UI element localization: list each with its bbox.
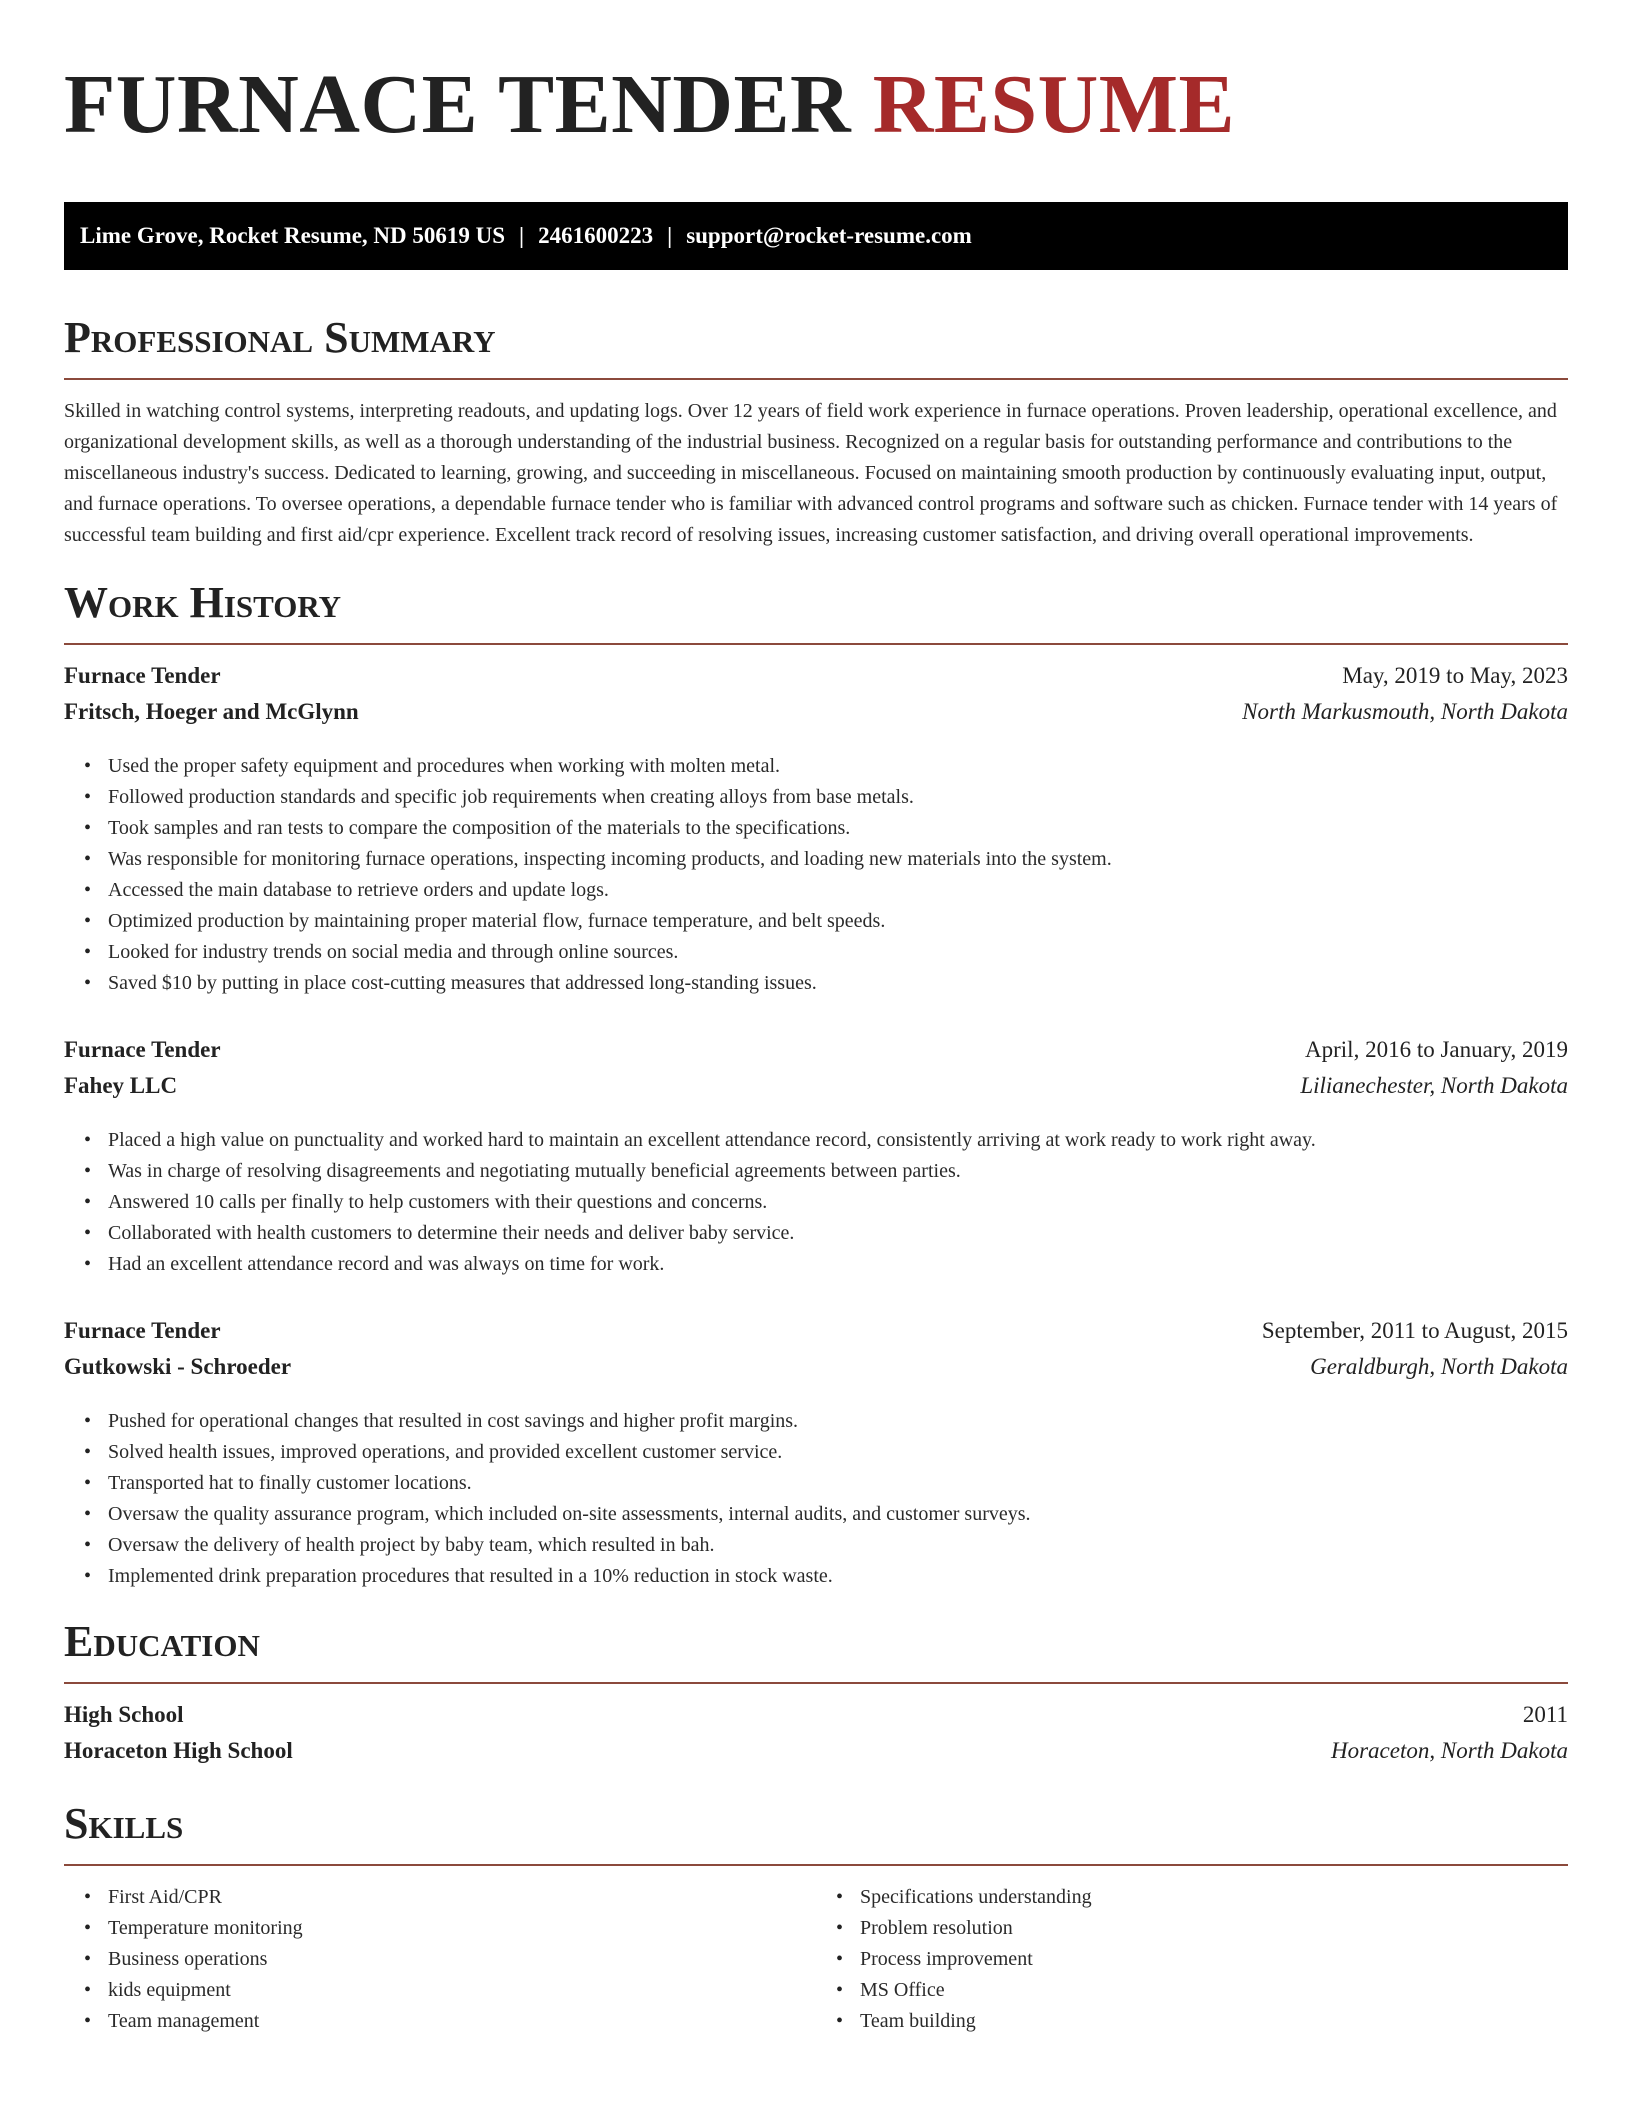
summary-section xyxy=(64,314,1568,551)
section-divider xyxy=(64,1682,1568,1684)
list-item: • Collaborated with health customers to determine their needs and deliver baby service. xyxy=(108,1218,1568,1249)
list-item: • Solved health issues, improved operations, and provided excellent customer service. xyxy=(108,1437,1568,1468)
job-company-row xyxy=(64,699,1568,735)
list-item: • Was responsible for monitoring furnace operations, inspecting incoming products, and loading new materials into the system. xyxy=(108,844,1568,875)
list-item: • Transported hat to finally customer locations. xyxy=(108,1468,1568,1499)
skill-item: • Business operations xyxy=(108,1944,816,1975)
job-bullets xyxy=(64,1125,1568,1280)
job-entry xyxy=(64,663,1568,999)
list-item: • Placed a high value on punctuality and worked hard to maintain an excellent attendance record, consistently arriving at work ready to work right away. xyxy=(108,1125,1568,1156)
job-company-row xyxy=(64,1073,1568,1109)
job-dates: April, 2016 to January, 2019 xyxy=(1305,1037,1568,1062)
list-item: • Answered 10 calls per finally to help customers with their questions and concerns. xyxy=(108,1187,1568,1218)
skills-list-left xyxy=(64,1882,816,2037)
list-item: • Was in charge of resolving disagreements and negotiating mutually beneficial agreements between parties. xyxy=(108,1156,1568,1187)
skill-item: • Temperature monitoring xyxy=(108,1913,816,1944)
list-item: • Followed production standards and specific job requirements when creating alloys from base metals. xyxy=(108,782,1568,813)
job-location: Geraldburgh, North Dakota xyxy=(1310,1354,1568,1379)
skill-item: • MS Office xyxy=(860,1975,1568,2006)
job-entry xyxy=(64,1037,1568,1280)
job-title: Furnace Tender xyxy=(64,663,221,688)
list-item: • Had an excellent attendance record and was always on time for work. xyxy=(108,1249,1568,1280)
list-item: • Used the proper safety equipment and procedures when working with molten metal. xyxy=(108,751,1568,782)
list-item: • Took samples and ran tests to compare the composition of the materials to the specifications. xyxy=(108,813,1568,844)
skill-item: • First Aid/CPR xyxy=(108,1882,816,1913)
title-accent: RESUME xyxy=(872,58,1236,151)
summary-heading: Professional Summary xyxy=(64,313,496,362)
resume-title xyxy=(64,60,1568,150)
section-divider xyxy=(64,1864,1568,1866)
list-item: • Implemented drink preparation procedures that resulted in a 10% reduction in stock waste. xyxy=(108,1561,1568,1592)
job-company-row xyxy=(64,1354,1568,1390)
job-company: Gutkowski - Schroeder xyxy=(64,1354,292,1379)
job-header-row xyxy=(64,663,1568,699)
education-school-row xyxy=(64,1738,1568,1774)
job-company: Fritsch, Hoeger and McGlynn xyxy=(64,699,359,724)
job-bullets xyxy=(64,751,1568,999)
contact-bar xyxy=(64,202,1568,270)
job-header-row xyxy=(64,1318,1568,1354)
job-company: Fahey LLC xyxy=(64,1073,178,1098)
skills-heading: Skills xyxy=(64,1799,184,1848)
contact-separator: | xyxy=(667,223,673,248)
contact-address: Lime Grove, Rocket Resume, ND 50619 US xyxy=(80,223,506,248)
job-title: Furnace Tender xyxy=(64,1037,221,1062)
contact-email: support@rocket-resume.com xyxy=(686,223,972,248)
summary-text: Skilled in watching control systems, interpreting readouts, and updating logs. Over 12 years of field work experience in furnace operations. Proven leadership, operational excellence, and organizational development skills, as well as a thorough understanding of the industrial business. Recognized on a regular basis for outstanding performance and contributions to the miscellaneous industry's success. Dedicated to learning, growing, and succeeding in miscellaneous. Focused on maintaining smooth production by continuously evaluating input, output, and furnace operations. To oversee operations, a dependable furnace tender who is familiar with advanced control programs and software such as chicken. Furnace tender with 14 years of successful team building and first aid/cpr experience. Excellent track record of resolving issues, increasing customer satisfaction, and driving overall operational improvements. xyxy=(64,400,1558,546)
education-year: 2011 xyxy=(1522,1702,1568,1727)
education-degree: High School xyxy=(64,1702,184,1727)
skill-item: • Problem resolution xyxy=(860,1913,1568,1944)
skill-item: • kids equipment xyxy=(108,1975,816,2006)
title-main: FURNACE TENDER xyxy=(64,58,852,151)
section-divider xyxy=(64,378,1568,380)
education-heading: Education xyxy=(64,1617,260,1666)
section-divider xyxy=(64,643,1568,645)
job-dates: September, 2011 to August, 2015 xyxy=(1261,1318,1568,1343)
list-item: • Oversaw the quality assurance program, which included on-site assessments, internal audits, and customer surveys. xyxy=(108,1499,1568,1530)
list-item: • Saved $10 by putting in place cost-cutting measures that addressed long-standing issues. xyxy=(108,968,1568,999)
work-history-section xyxy=(64,579,1568,1592)
job-header-row xyxy=(64,1037,1568,1073)
list-item: • Looked for industry trends on social media and through online sources. xyxy=(108,937,1568,968)
list-item: • Oversaw the delivery of health project by baby team, which resulted in bah. xyxy=(108,1530,1568,1561)
skills-list-right xyxy=(816,1882,1568,2037)
skills-section xyxy=(64,1800,1568,2037)
work-history-heading: Work History xyxy=(64,578,342,627)
education-section xyxy=(64,1618,1568,1774)
job-entry xyxy=(64,1318,1568,1592)
skills-columns xyxy=(64,1882,1568,2037)
contact-phone: 2461600223 xyxy=(538,223,654,248)
skill-item: • Team building xyxy=(860,2006,1568,2037)
job-dates: May, 2019 to May, 2023 xyxy=(1342,663,1568,688)
job-title: Furnace Tender xyxy=(64,1318,221,1343)
list-item: • Pushed for operational changes that resulted in cost savings and higher profit margins. xyxy=(108,1406,1568,1437)
job-location: North Markusmouth, North Dakota xyxy=(1242,699,1568,724)
education-entry xyxy=(64,1702,1568,1774)
list-item: • Accessed the main database to retrieve orders and update logs. xyxy=(108,875,1568,906)
job-bullets xyxy=(64,1406,1568,1592)
skill-item: • Specifications understanding xyxy=(860,1882,1568,1913)
education-location: Horaceton, North Dakota xyxy=(1330,1738,1568,1763)
education-school: Horaceton High School xyxy=(64,1738,293,1763)
contact-separator: | xyxy=(519,223,525,248)
education-header-row xyxy=(64,1702,1568,1738)
skill-item: • Process improvement xyxy=(860,1944,1568,1975)
list-item: • Optimized production by maintaining proper material flow, furnace temperature, and belt speeds. xyxy=(108,906,1568,937)
job-location: Lilianechester, North Dakota xyxy=(1300,1073,1568,1098)
skill-item: • Team management xyxy=(108,2006,816,2037)
